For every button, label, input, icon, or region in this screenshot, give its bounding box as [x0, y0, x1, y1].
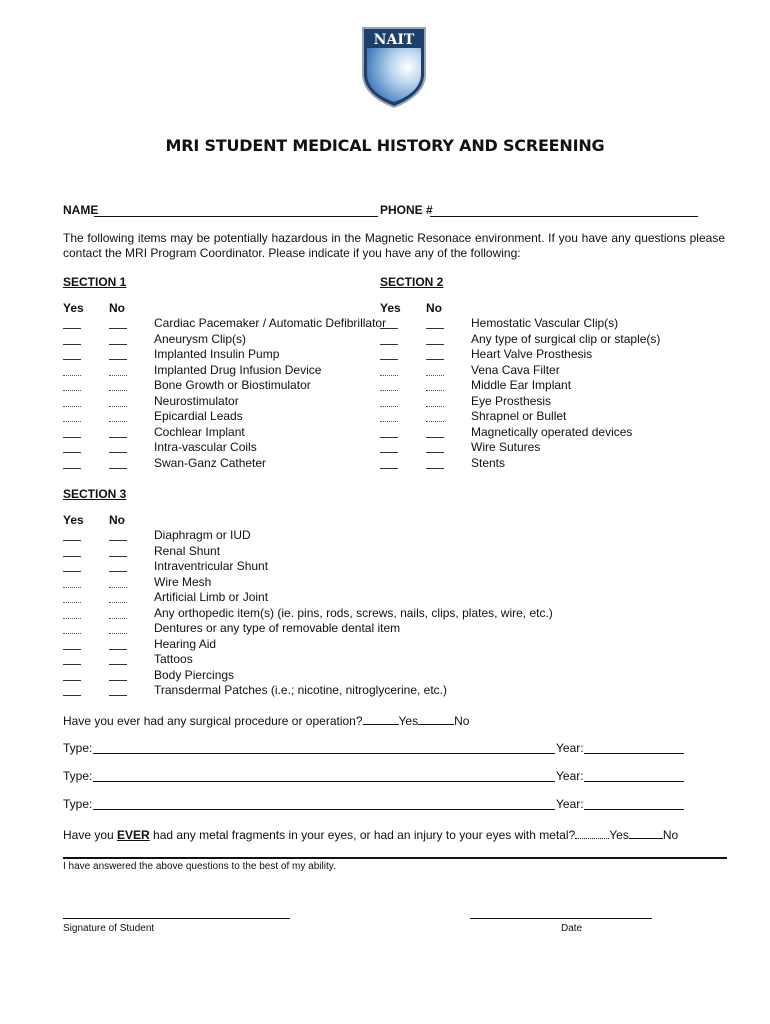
no-checkbox-blank[interactable] [109, 328, 127, 329]
screening-item-label: Vena Cava Filter [471, 362, 560, 377]
no-checkbox-blank[interactable] [109, 468, 127, 469]
screening-item-label: Shrapnel or Bullet [471, 409, 567, 423]
metal-no-blank[interactable] [629, 838, 663, 839]
page-title: MRI STUDENT MEDICAL HISTORY AND SCREENING [165, 136, 605, 155]
yes-checkbox-blank[interactable] [380, 437, 398, 438]
screening-item-label: Epicardial Leads [154, 409, 243, 423]
screening-item-label: Tattoos [154, 652, 193, 666]
yes-checkbox-blank[interactable] [63, 344, 81, 345]
screening-item-label: Transdermal Patches (i.e.; nicotine, nitroglycerine, etc.) [154, 683, 448, 697]
section3-no-header: No [109, 513, 125, 527]
no-checkbox-blank[interactable] [426, 328, 444, 329]
screening-item-label: Bone Growth or Biostimulator [154, 378, 311, 392]
screening-item-label: Intra-vascular Coils [154, 440, 257, 454]
surgery-question-text: Have you ever had any surgical procedure or operation? [63, 714, 363, 728]
section2-title: SECTION 2 [380, 275, 444, 289]
type-label-3: Type: [63, 797, 93, 811]
surgery-no-label: No [454, 714, 470, 728]
screening-item-label: Heart Valve Prosthesis [471, 347, 593, 361]
metal-question-rest: had any metal fragments in your eyes, or had an injury to your eyes with metal? [149, 828, 576, 842]
type-field-1[interactable] [93, 753, 555, 754]
metal-no-label: No [662, 828, 679, 842]
yes-checkbox-blank[interactable] [63, 649, 81, 650]
surgery-no-blank[interactable] [418, 724, 454, 725]
signature-field[interactable] [63, 918, 290, 919]
screening-item-label: Cochlear Implant [154, 424, 245, 439]
screening-item-label: Wire Sutures [471, 440, 541, 454]
yes-checkbox-blank[interactable] [63, 618, 81, 619]
yes-checkbox-blank[interactable] [380, 406, 398, 407]
divider-line [63, 857, 727, 859]
yes-checkbox-blank[interactable] [63, 680, 81, 681]
metal-yes-label: Yes [609, 828, 629, 842]
no-checkbox-blank[interactable] [426, 390, 444, 391]
screening-item-label: Cardiac Pacemaker / Automatic Defibrillator [154, 316, 387, 330]
screening-item-label: Implanted Drug Infusion Device [154, 362, 322, 377]
year-label-2: Year: [556, 769, 584, 783]
section2-no-header: No [426, 301, 442, 315]
type-label-2: Type: [63, 769, 93, 783]
yes-checkbox-blank[interactable] [63, 375, 81, 376]
screening-item-label: Stents [471, 455, 506, 470]
no-checkbox-blank[interactable] [109, 359, 127, 360]
surgery-yes-label: Yes [398, 714, 419, 728]
yes-checkbox-blank[interactable] [380, 452, 398, 453]
yes-checkbox-blank[interactable] [380, 328, 398, 329]
section2-yes-header: Yes [380, 301, 401, 315]
yes-checkbox-blank[interactable] [63, 437, 81, 438]
screening-item-label: Diaphragm or IUD [154, 528, 251, 542]
screening-item-label: Hearing Aid [154, 636, 217, 651]
no-checkbox-blank[interactable] [109, 649, 127, 650]
no-checkbox-blank[interactable] [109, 633, 127, 634]
section1-yes-header: Yes [63, 301, 84, 315]
nait-logo [361, 26, 427, 108]
no-checkbox-blank[interactable] [109, 618, 127, 619]
surgery-yes-blank[interactable] [363, 724, 399, 725]
signature-label: Signature of Student [63, 923, 155, 934]
surgery-question [63, 714, 469, 728]
yes-checkbox-blank[interactable] [380, 421, 398, 422]
screening-item-label: Dentures or any type of removable dental item [154, 621, 401, 635]
screening-item-label: Neurostimulator [154, 393, 239, 408]
no-checkbox-blank[interactable] [109, 375, 127, 376]
type-field-3[interactable] [93, 809, 555, 810]
yes-checkbox-blank[interactable] [63, 664, 81, 665]
screening-item-label: Implanted Insulin Pump [154, 347, 280, 361]
phone-field[interactable] [430, 216, 698, 217]
yes-checkbox-blank[interactable] [63, 540, 81, 541]
yes-checkbox-blank[interactable] [380, 344, 398, 345]
instructions-paragraph: The following items may be potentially hazardous in the Magnetic Resonace environment. If you have any questions please contact the MRI Program Coordinator. Please indicate if you have any of the following: [63, 231, 725, 260]
no-checkbox-blank[interactable] [109, 664, 127, 665]
yes-checkbox-blank[interactable] [63, 571, 81, 572]
type-label-1: Type: [63, 741, 93, 755]
yes-checkbox-blank[interactable] [380, 390, 398, 391]
section3-title: SECTION 3 [63, 487, 127, 501]
attestation-text: I have answered the above questions to the best of my ability. [63, 861, 336, 872]
logo-text: NAIT [373, 32, 415, 48]
type-field-2[interactable] [93, 781, 555, 782]
section1-title: SECTION 1 [63, 275, 127, 289]
year-field-1[interactable] [584, 753, 684, 754]
screening-item-label: Body Piercings [154, 667, 235, 682]
screening-item-label: Hemostatic Vascular Clip(s) [471, 316, 619, 330]
no-checkbox-blank[interactable] [109, 540, 127, 541]
screening-item-label: Eye Prosthesis [471, 393, 552, 408]
metal-question [63, 828, 678, 842]
screening-item-label: Magnetically operated devices [471, 424, 633, 439]
screening-item-label: Swan-Ganz Catheter [154, 455, 267, 470]
no-checkbox-blank[interactable] [426, 344, 444, 345]
yes-checkbox-blank[interactable] [63, 633, 81, 634]
yes-checkbox-blank[interactable] [63, 556, 81, 557]
yes-checkbox-blank[interactable] [63, 421, 81, 422]
no-checkbox-blank[interactable] [109, 437, 127, 438]
no-checkbox-blank[interactable] [109, 556, 127, 557]
phone-label: PHONE # [380, 203, 433, 217]
no-checkbox-blank[interactable] [426, 437, 444, 438]
section3-yes-header: Yes [63, 513, 84, 527]
no-checkbox-blank[interactable] [109, 695, 127, 696]
no-checkbox-blank[interactable] [426, 406, 444, 407]
no-checkbox-blank[interactable] [109, 390, 127, 391]
name-label: NAME [63, 203, 99, 217]
screening-item-label: Middle Ear Implant [471, 378, 572, 392]
yes-checkbox-blank[interactable] [63, 452, 81, 453]
no-checkbox-blank[interactable] [109, 406, 127, 407]
no-checkbox-blank[interactable] [109, 680, 127, 681]
yes-checkbox-blank[interactable] [380, 359, 398, 360]
screening-item-label: Wire Mesh [154, 574, 212, 589]
year-field-3[interactable] [584, 809, 684, 810]
no-checkbox-blank[interactable] [109, 421, 127, 422]
yes-checkbox-blank[interactable] [63, 328, 81, 329]
screening-item-label: Any type of surgical clip or staple(s) [471, 331, 661, 346]
screening-item-label: Aneurysm Clip(s) [154, 331, 247, 346]
yes-checkbox-blank[interactable] [63, 695, 81, 696]
date-label: Date [561, 923, 583, 934]
yes-checkbox-blank[interactable] [63, 587, 81, 588]
year-label-1: Year: [556, 741, 584, 755]
metal-question-ever: EVER [117, 828, 150, 842]
no-checkbox-blank[interactable] [426, 452, 444, 453]
yes-checkbox-blank[interactable] [63, 406, 81, 407]
yes-checkbox-blank[interactable] [63, 359, 81, 360]
yes-checkbox-blank[interactable] [380, 468, 398, 469]
yes-checkbox-blank[interactable] [63, 390, 81, 391]
screening-item-label: Intraventricular Shunt [154, 559, 269, 573]
metal-question-prefix: Have you [63, 828, 118, 842]
year-label-3: Year: [556, 797, 584, 811]
no-checkbox-blank[interactable] [109, 344, 127, 345]
yes-checkbox-blank[interactable] [63, 602, 81, 603]
year-field-2[interactable] [584, 781, 684, 782]
screening-item-label: Any orthopedic item(s) (ie. pins, rods, screws, nails, clips, plates, wire, etc.) [154, 605, 553, 620]
no-checkbox-blank[interactable] [109, 571, 127, 572]
section1-no-header: No [109, 301, 125, 315]
screening-item-label: Artificial Limb or Joint [154, 590, 269, 604]
no-checkbox-blank[interactable] [426, 359, 444, 360]
yes-checkbox-blank[interactable] [63, 468, 81, 469]
no-checkbox-blank[interactable] [109, 452, 127, 453]
yes-checkbox-blank[interactable] [380, 375, 398, 376]
no-checkbox-blank[interactable] [109, 587, 127, 588]
metal-yes-blank[interactable] [575, 838, 609, 839]
screening-item-label: Renal Shunt [154, 543, 221, 558]
no-checkbox-blank[interactable] [109, 602, 127, 603]
no-checkbox-blank[interactable] [426, 468, 444, 469]
no-checkbox-blank[interactable] [426, 375, 444, 376]
name-field[interactable] [94, 216, 378, 217]
no-checkbox-blank[interactable] [426, 421, 444, 422]
date-field[interactable] [470, 918, 652, 919]
